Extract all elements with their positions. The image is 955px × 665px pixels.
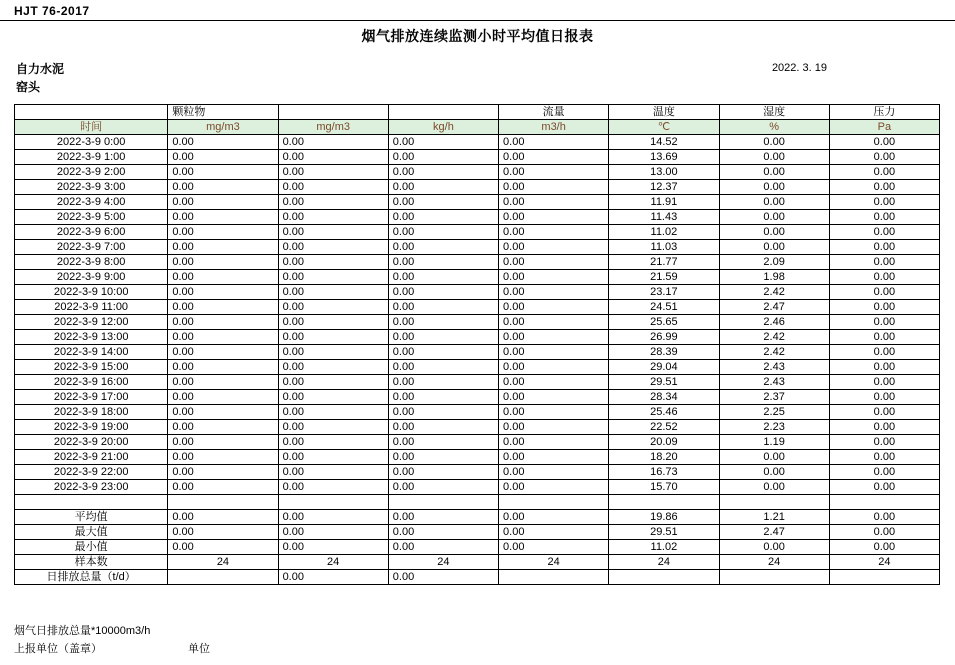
cell-value: 0.00 — [278, 405, 388, 420]
cell-value: 0.00 — [829, 150, 939, 165]
cell-value: 0.00 — [829, 450, 939, 465]
cell-value: 0.00 — [719, 240, 829, 255]
cell-value: 0.00 — [829, 330, 939, 345]
table-row — [15, 165, 940, 180]
cell-time: 2022-3-9 8:00 — [15, 255, 168, 270]
cell-value: 0.00 — [499, 510, 609, 525]
cell-value: 11.03 — [609, 240, 719, 255]
cell-value: 0.00 — [278, 330, 388, 345]
hourly-average-table — [14, 104, 940, 585]
unit-cell-time: 时间 — [15, 120, 168, 135]
cell-value: 0.00 — [719, 480, 829, 495]
cell-value: 0.00 — [168, 240, 278, 255]
cell-value: 0.00 — [388, 180, 498, 195]
cell-value — [829, 495, 939, 510]
cell-value: 1.21 — [719, 510, 829, 525]
cell-value: 0.00 — [278, 525, 388, 540]
cell-value: 25.65 — [609, 315, 719, 330]
cell-value: 0.00 — [278, 510, 388, 525]
cell-time: 2022-3-9 23:00 — [15, 480, 168, 495]
cell-value: 0.00 — [499, 285, 609, 300]
cell-value: 0.00 — [278, 150, 388, 165]
cell-value: 11.91 — [609, 195, 719, 210]
cell-value: 0.00 — [278, 225, 388, 240]
cell-value: 0.00 — [829, 240, 939, 255]
footer-note-total: 烟气日排放总量*10000m3/h — [14, 625, 151, 637]
cell-value: 0.00 — [388, 165, 498, 180]
cell-value: 0.00 — [388, 420, 498, 435]
cell-value: 0.00 — [168, 345, 278, 360]
cell-value: 0.00 — [168, 420, 278, 435]
table-unit-row — [15, 120, 940, 135]
cell-value — [719, 495, 829, 510]
cell-value: 13.00 — [609, 165, 719, 180]
cell-value: 0.00 — [499, 300, 609, 315]
cell-time: 2022-3-9 3:00 — [15, 180, 168, 195]
cell-value: 2.47 — [719, 525, 829, 540]
cell-value: 0.00 — [388, 435, 498, 450]
cell-value — [719, 570, 829, 585]
cell-value — [278, 495, 388, 510]
cell-value: 14.52 — [609, 135, 719, 150]
cell-value: 2.46 — [719, 315, 829, 330]
unit-cell-3: kg/h — [388, 120, 498, 135]
cell-value: 0.00 — [719, 225, 829, 240]
cell-value: 0.00 — [278, 360, 388, 375]
cell-time: 2022-3-9 16:00 — [15, 375, 168, 390]
cell-value: 2.43 — [719, 360, 829, 375]
cell-time — [15, 495, 168, 510]
cell-value: 15.70 — [609, 480, 719, 495]
cell-value: 0.00 — [278, 315, 388, 330]
cell-value: 29.51 — [609, 525, 719, 540]
cell-time: 2022-3-9 7:00 — [15, 240, 168, 255]
header-cell-temperature: 温度 — [609, 105, 719, 120]
cell-value: 1.19 — [719, 435, 829, 450]
cell-value: 0.00 — [278, 270, 388, 285]
cell-value: 0.00 — [388, 540, 498, 555]
cell-value: 0.00 — [388, 135, 498, 150]
cell-value: 0.00 — [499, 435, 609, 450]
cell-value: 29.04 — [609, 360, 719, 375]
cell-value: 0.00 — [278, 240, 388, 255]
cell-time: 2022-3-9 14:00 — [15, 345, 168, 360]
cell-value: 0.00 — [278, 435, 388, 450]
cell-value: 0.00 — [278, 465, 388, 480]
table-row — [15, 465, 940, 480]
cell-value: 0.00 — [388, 480, 498, 495]
cell-value: 0.00 — [168, 435, 278, 450]
cell-value: 0.00 — [499, 405, 609, 420]
cell-value: 19.86 — [609, 510, 719, 525]
cell-value: 11.43 — [609, 210, 719, 225]
cell-value: 0.00 — [168, 375, 278, 390]
table-row — [15, 420, 940, 435]
cell-time: 2022-3-9 6:00 — [15, 225, 168, 240]
stat-label: 样本数 — [15, 555, 168, 570]
table-row-maximum — [15, 525, 940, 540]
cell-time: 2022-3-9 18:00 — [15, 405, 168, 420]
cell-value: 0.00 — [499, 420, 609, 435]
cell-value: 0.00 — [168, 270, 278, 285]
cell-value: 2.42 — [719, 330, 829, 345]
header-cell-flow: 流量 — [499, 105, 609, 120]
cell-value: 0.00 — [168, 225, 278, 240]
cell-value: 0.00 — [278, 480, 388, 495]
cell-value: 0.00 — [388, 255, 498, 270]
cell-value: 0.00 — [829, 525, 939, 540]
cell-value: 0.00 — [499, 165, 609, 180]
cell-value: 0.00 — [829, 255, 939, 270]
cell-value: 2.37 — [719, 390, 829, 405]
cell-value: 0.00 — [168, 165, 278, 180]
cell-value: 2.09 — [719, 255, 829, 270]
cell-value: 0.00 — [829, 285, 939, 300]
cell-value: 25.46 — [609, 405, 719, 420]
cell-value: 26.99 — [609, 330, 719, 345]
cell-value: 0.00 — [499, 315, 609, 330]
cell-value: 0.00 — [829, 195, 939, 210]
cell-value: 0.00 — [168, 480, 278, 495]
cell-value: 18.20 — [609, 450, 719, 465]
cell-value: 0.00 — [499, 150, 609, 165]
cell-value: 0.00 — [719, 450, 829, 465]
cell-value: 0.00 — [829, 480, 939, 495]
header-cell-humidity: 湿度 — [719, 105, 829, 120]
table-row — [15, 180, 940, 195]
cell-value: 0.00 — [499, 465, 609, 480]
cell-value: 24 — [719, 555, 829, 570]
unit-cell-4: m3/h — [499, 120, 609, 135]
cell-value: 16.73 — [609, 465, 719, 480]
cell-time: 2022-3-9 17:00 — [15, 390, 168, 405]
cell-value: 0.00 — [168, 390, 278, 405]
unit-cell-6: % — [719, 120, 829, 135]
table-row — [15, 375, 940, 390]
cell-value: 20.09 — [609, 435, 719, 450]
cell-value: 0.00 — [388, 210, 498, 225]
cell-value: 2.42 — [719, 345, 829, 360]
cell-value: 0.00 — [278, 540, 388, 555]
table-row-minimum — [15, 540, 940, 555]
cell-value: 0.00 — [278, 255, 388, 270]
cell-value: 0.00 — [829, 510, 939, 525]
cell-value: 24 — [168, 555, 278, 570]
cell-value: 0.00 — [829, 300, 939, 315]
facility-name: 窑头 — [16, 80, 41, 94]
cell-value: 23.17 — [609, 285, 719, 300]
cell-value: 0.00 — [388, 225, 498, 240]
cell-value: 0.00 — [719, 165, 829, 180]
page-title: 烟气排放连续监测小时平均值日报表 — [361, 28, 594, 44]
cell-value: 0.00 — [829, 180, 939, 195]
cell-value: 0.00 — [499, 375, 609, 390]
unit-cell-5: ℃ — [609, 120, 719, 135]
cell-value: 0.00 — [168, 360, 278, 375]
cell-value: 0.00 — [168, 315, 278, 330]
cell-value: 0.00 — [829, 390, 939, 405]
cell-value: 0.00 — [499, 525, 609, 540]
cell-value: 0.00 — [829, 165, 939, 180]
cell-value: 0.00 — [388, 510, 498, 525]
cell-value: 0.00 — [499, 390, 609, 405]
table-row — [15, 405, 940, 420]
cell-value: 2.47 — [719, 300, 829, 315]
cell-time: 2022-3-9 0:00 — [15, 135, 168, 150]
cell-value: 11.02 — [609, 225, 719, 240]
cell-value: 0.00 — [388, 465, 498, 480]
cell-value: 0.00 — [388, 525, 498, 540]
cell-time: 2022-3-9 20:00 — [15, 435, 168, 450]
cell-value: 0.00 — [719, 195, 829, 210]
cell-time: 2022-3-9 11:00 — [15, 300, 168, 315]
table-row — [15, 390, 940, 405]
table-row — [15, 435, 940, 450]
cell-value: 0.00 — [278, 180, 388, 195]
cell-value: 0.00 — [168, 135, 278, 150]
cell-value: 0.00 — [829, 315, 939, 330]
cell-value: 21.77 — [609, 255, 719, 270]
table-row — [15, 345, 940, 360]
cell-value: 28.39 — [609, 345, 719, 360]
cell-value: 0.00 — [499, 540, 609, 555]
cell-time: 2022-3-9 15:00 — [15, 360, 168, 375]
cell-value: 0.00 — [719, 135, 829, 150]
cell-value: 2.23 — [719, 420, 829, 435]
cell-value: 0.00 — [499, 240, 609, 255]
cell-value: 0.00 — [278, 300, 388, 315]
table-header-row — [15, 105, 940, 120]
table-row — [15, 285, 940, 300]
cell-value: 0.00 — [388, 405, 498, 420]
cell-value: 0.00 — [388, 195, 498, 210]
cell-value: 0.00 — [388, 330, 498, 345]
cell-value: 11.02 — [609, 540, 719, 555]
cell-value: 0.00 — [829, 270, 939, 285]
stat-label: 最小值 — [15, 540, 168, 555]
cell-value — [499, 495, 609, 510]
cell-value: 0.00 — [388, 360, 498, 375]
cell-time: 2022-3-9 22:00 — [15, 465, 168, 480]
cell-value: 0.00 — [168, 540, 278, 555]
cell-value: 0.00 — [499, 360, 609, 375]
cell-value: 0.00 — [499, 135, 609, 150]
cell-value: 0.00 — [168, 465, 278, 480]
cell-value: 0.00 — [719, 150, 829, 165]
cell-value: 0.00 — [278, 210, 388, 225]
table-spacer-row — [15, 495, 940, 510]
cell-value: 0.00 — [829, 465, 939, 480]
cell-value: 0.00 — [278, 420, 388, 435]
header-cell-particulate: 颗粒物 — [168, 105, 278, 120]
cell-value: 0.00 — [499, 330, 609, 345]
table-row — [15, 225, 940, 240]
cell-value: 12.37 — [609, 180, 719, 195]
cell-time: 2022-3-9 9:00 — [15, 270, 168, 285]
cell-value: 0.00 — [388, 270, 498, 285]
cell-value: 21.59 — [609, 270, 719, 285]
cell-value: 0.00 — [499, 270, 609, 285]
table-row — [15, 210, 940, 225]
footer-note-reporting-unit: 上报单位（盖章） — [14, 643, 102, 655]
cell-value: 0.00 — [168, 285, 278, 300]
stat-label: 日排放总量（t/d） — [15, 570, 168, 585]
cell-value: 0.00 — [278, 570, 388, 585]
cell-value: 0.00 — [278, 450, 388, 465]
cell-value: 0.00 — [499, 210, 609, 225]
cell-value: 0.00 — [388, 150, 498, 165]
cell-value: 2.42 — [719, 285, 829, 300]
cell-value: 24 — [609, 555, 719, 570]
cell-time: 2022-3-9 13:00 — [15, 330, 168, 345]
cell-value: 0.00 — [388, 570, 498, 585]
cell-value: 24 — [829, 555, 939, 570]
cell-value: 0.00 — [388, 375, 498, 390]
cell-value: 0.00 — [168, 300, 278, 315]
cell-value: 0.00 — [829, 225, 939, 240]
cell-value: 0.00 — [829, 420, 939, 435]
table-row-daily-total — [15, 570, 940, 585]
table-row — [15, 195, 940, 210]
cell-value: 0.00 — [719, 180, 829, 195]
cell-value: 0.00 — [719, 210, 829, 225]
cell-value: 24 — [499, 555, 609, 570]
cell-value: 0.00 — [388, 390, 498, 405]
table-row — [15, 255, 940, 270]
cell-value — [499, 570, 609, 585]
table-row — [15, 315, 940, 330]
cell-value: 0.00 — [719, 540, 829, 555]
cell-value: 0.00 — [168, 450, 278, 465]
cell-value: 0.00 — [388, 300, 498, 315]
cell-value: 24.51 — [609, 300, 719, 315]
cell-value: 0.00 — [168, 150, 278, 165]
cell-time: 2022-3-9 12:00 — [15, 315, 168, 330]
cell-value: 0.00 — [829, 345, 939, 360]
table-row-sample-count — [15, 555, 940, 570]
cell-value — [609, 570, 719, 585]
cell-value: 0.00 — [388, 345, 498, 360]
cell-value: 24 — [278, 555, 388, 570]
cell-time: 2022-3-9 1:00 — [15, 150, 168, 165]
cell-value: 2.43 — [719, 375, 829, 390]
table-row — [15, 150, 940, 165]
cell-value: 0.00 — [499, 480, 609, 495]
cell-value — [829, 570, 939, 585]
cell-value: 0.00 — [388, 240, 498, 255]
cell-value: 0.00 — [829, 360, 939, 375]
cell-value: 1.98 — [719, 270, 829, 285]
cell-value: 0.00 — [829, 540, 939, 555]
table-row — [15, 360, 940, 375]
stat-label: 最大值 — [15, 525, 168, 540]
cell-time: 2022-3-9 4:00 — [15, 195, 168, 210]
unit-cell-2: mg/m3 — [278, 120, 388, 135]
cell-time: 2022-3-9 21:00 — [15, 450, 168, 465]
cell-value: 0.00 — [168, 195, 278, 210]
header-cell-blank-2 — [278, 105, 388, 120]
cell-value: 0.00 — [278, 285, 388, 300]
cell-value: 0.00 — [388, 285, 498, 300]
table-row — [15, 135, 940, 150]
cell-value: 0.00 — [278, 165, 388, 180]
cell-value: 0.00 — [278, 195, 388, 210]
cell-value: 2.25 — [719, 405, 829, 420]
table-row — [15, 240, 940, 255]
footer-unit-label: 单位 — [188, 643, 210, 655]
cell-value: 0.00 — [168, 180, 278, 195]
header-cell-corner — [15, 105, 168, 120]
cell-time: 2022-3-9 19:00 — [15, 420, 168, 435]
cell-value: 0.00 — [499, 225, 609, 240]
cell-value: 0.00 — [499, 345, 609, 360]
unit-cell-1: mg/m3 — [168, 120, 278, 135]
cell-time: 2022-3-9 10:00 — [15, 285, 168, 300]
table-row — [15, 330, 940, 345]
cell-value: 0.00 — [168, 255, 278, 270]
cell-value: 0.00 — [499, 180, 609, 195]
cell-value: 0.00 — [168, 405, 278, 420]
cell-value: 13.69 — [609, 150, 719, 165]
cell-value — [609, 495, 719, 510]
table-row-average — [15, 510, 940, 525]
cell-value — [388, 495, 498, 510]
stat-label: 平均值 — [15, 510, 168, 525]
table-row — [15, 480, 940, 495]
cell-value: 24 — [388, 555, 498, 570]
cell-value: 0.00 — [168, 510, 278, 525]
report-date: 2022. 3. 19 — [771, 62, 827, 74]
cell-value: 0.00 — [829, 375, 939, 390]
cell-value: 0.00 — [499, 450, 609, 465]
header-cell-pressure: 压力 — [829, 105, 939, 120]
cell-value: 0.00 — [168, 210, 278, 225]
cell-value: 28.34 — [609, 390, 719, 405]
cell-value: 0.00 — [388, 450, 498, 465]
header-cell-blank-3 — [388, 105, 498, 120]
cell-value: 29.51 — [609, 375, 719, 390]
cell-value: 0.00 — [829, 135, 939, 150]
cell-value: 0.00 — [168, 525, 278, 540]
table-row — [15, 270, 940, 285]
cell-value: 0.00 — [278, 345, 388, 360]
unit-cell-7: Pa — [829, 120, 939, 135]
cell-value: 0.00 — [388, 315, 498, 330]
cell-value: 0.00 — [829, 405, 939, 420]
standard-code: HJT 76-2017 — [14, 4, 90, 18]
cell-time: 2022-3-9 5:00 — [15, 210, 168, 225]
cell-value: 0.00 — [499, 195, 609, 210]
cell-value: 0.00 — [168, 330, 278, 345]
cell-value: 0.00 — [829, 435, 939, 450]
cell-value: 0.00 — [719, 465, 829, 480]
cell-value: 0.00 — [278, 375, 388, 390]
cell-value: 22.52 — [609, 420, 719, 435]
table-row — [15, 300, 940, 315]
cell-value — [168, 570, 278, 585]
cell-value: 0.00 — [278, 135, 388, 150]
header-divider — [0, 20, 955, 21]
company-name: 自力水泥 — [16, 62, 65, 76]
cell-time: 2022-3-9 2:00 — [15, 165, 168, 180]
cell-value: 0.00 — [499, 255, 609, 270]
cell-value: 0.00 — [829, 210, 939, 225]
cell-value: 0.00 — [278, 390, 388, 405]
table-row — [15, 450, 940, 465]
cell-value — [168, 495, 278, 510]
